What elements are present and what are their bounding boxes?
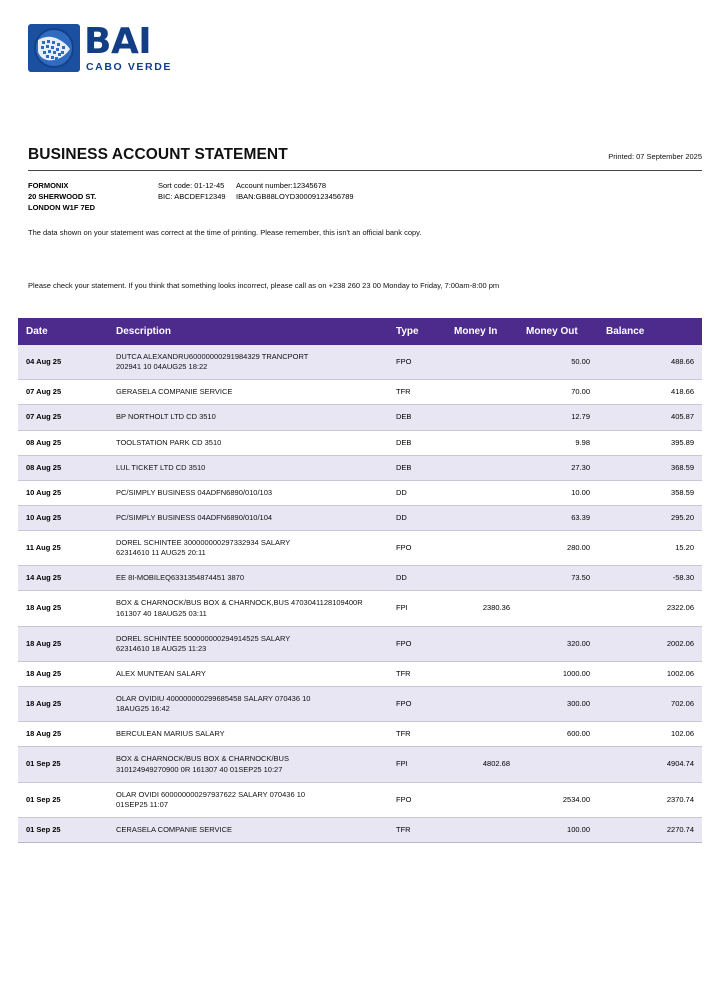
cell-money-in [446,661,518,686]
table-row[interactable] [18,455,702,480]
customer-address-line2: LONDON W1F 7ED [28,202,96,212]
cell-type: TFR [388,817,446,842]
cell-description [108,661,388,686]
cell-date: 07 Aug 25 [18,405,108,430]
cell-money-out [518,747,598,782]
cell-balance: 2322.06 [598,591,702,626]
cell-money-out: 63.39 [518,505,598,530]
description-line-1: OLAR OVIDI 600000000297937622 SALARY 070436 10 [116,789,306,799]
cell-description [108,480,388,505]
cell-money-in [446,782,518,817]
table-row[interactable] [18,782,702,817]
cell-description [108,626,388,661]
cell-money-in [446,566,518,591]
cell-money-out: 100.00 [518,817,598,842]
transactions-table-wrapper [18,318,702,843]
cell-money-out: 10.00 [518,480,598,505]
cell-type: TFR [388,661,446,686]
cell-date: 01 Sep 25 [18,747,108,782]
cell-money-in [446,455,518,480]
cell-balance: 418.66 [598,380,702,405]
printing-notice: The data shown on your statement was correct at the time of printing. Please remember, this isn't an official bank copy. [28,228,422,237]
account-number-value: 12345678 [292,181,327,190]
cell-money-in [446,817,518,842]
bic-label: BIC: [158,191,173,201]
cell-balance: 15.20 [598,531,702,566]
globe-icon [28,24,80,72]
table-row[interactable] [18,480,702,505]
cell-balance: -58.30 [598,566,702,591]
cell-balance: 2002.06 [598,626,702,661]
cell-date: 04 Aug 25 [18,345,108,380]
account-number-label: Account number: [236,181,293,190]
table-row[interactable] [18,345,702,380]
table-row[interactable] [18,566,702,591]
cell-balance: 102.06 [598,722,702,747]
description-line-1: LUL TICKET LTD CD 3510 [116,462,206,472]
column-header-type[interactable]: Type [388,318,446,345]
table-row[interactable] [18,661,702,686]
bic-value: ABCDEF12349 [174,191,226,201]
column-header-description[interactable]: Description [108,318,388,345]
table-body [18,345,702,843]
cell-date: 18 Aug 25 [18,626,108,661]
sort-code-value: 01-12-45 [194,181,225,190]
cell-date: 08 Aug 25 [18,430,108,455]
table-row[interactable] [18,505,702,530]
description-line-1: PC/SIMPLY BUSINESS 04ADFN6890/010/103 [116,487,273,497]
cell-money-in [446,405,518,430]
account-info [28,181,702,214]
title-row [28,146,702,164]
cell-money-out: 280.00 [518,531,598,566]
table-header [18,318,702,345]
description-line-1: EE 8I-MOBILEQ6331354874451 3870 [116,573,245,583]
cell-money-in [446,480,518,505]
cell-description [108,345,388,380]
description-line-1: TOOLSTATION PARK CD 3510 [116,437,222,447]
cell-balance: 368.59 [598,455,702,480]
cell-type: FPO [388,782,446,817]
description-line-2: 202941 10 04AUG25 18:22 [116,362,208,372]
cell-date: 18 Aug 25 [18,591,108,626]
account-row-2 [158,192,354,203]
cell-date: 01 Sep 25 [18,782,108,817]
description-line-1: GERASELA COMPANIE SERVICE [116,387,233,397]
cell-money-out: 27.30 [518,455,598,480]
cell-balance: 1002.06 [598,661,702,686]
cell-description [108,817,388,842]
description-line-1: BOX & CHARNOCK/BUS BOX & CHARNOCK/BUS [116,754,289,764]
cell-balance: 488.66 [598,345,702,380]
cell-type: DEB [388,430,446,455]
cell-date: 08 Aug 25 [18,455,108,480]
table-row[interactable] [18,430,702,455]
cell-money-out: 9.98 [518,430,598,455]
cell-description [108,722,388,747]
customer-name: FORMONIX [28,181,69,190]
cell-money-out: 73.50 [518,566,598,591]
cell-money-in [446,531,518,566]
cell-description [108,455,388,480]
cell-type: FPO [388,531,446,566]
cell-type: DEB [388,455,446,480]
cell-balance: 2370.74 [598,782,702,817]
description-line-1: CERASELA COMPANIE SERVICE [116,824,233,834]
transactions-table [18,318,702,843]
column-header-money-out[interactable]: Money Out [518,318,598,345]
table-row[interactable] [18,405,702,430]
cell-money-out: 70.00 [518,380,598,405]
cell-type: FPO [388,687,446,722]
cell-type: FPI [388,591,446,626]
cell-money-out: 1000.00 [518,661,598,686]
page-title: BUSINESS ACCOUNT STATEMENT [28,146,288,163]
brand-name: BAI [84,21,152,62]
cell-description [108,782,388,817]
cell-date: 10 Aug 25 [18,480,108,505]
description-line-2: 161307 40 18AUG25 03:11 [116,608,207,618]
cell-date: 18 Aug 25 [18,661,108,686]
table-row[interactable] [18,626,702,661]
cell-money-in [446,345,518,380]
cell-balance: 702.06 [598,687,702,722]
cell-money-out: 2534.00 [518,782,598,817]
cell-date: 14 Aug 25 [18,566,108,591]
table-row[interactable] [18,380,702,405]
column-header-money-in[interactable]: Money In [446,318,518,345]
description-line-2: 62314610 18 AUG25 11:23 [116,643,207,653]
column-header-date[interactable]: Date [18,318,108,345]
cell-description [108,531,388,566]
account-details [158,181,354,214]
description-line-1: ALEX MUNTEAN SALARY [116,668,206,678]
cell-money-in [446,626,518,661]
cell-type: DD [388,480,446,505]
description-line-1: BOX & CHARNOCK/BUS BOX & CHARNOCK,BUS 4703041128109400R [116,598,363,608]
cell-date: 10 Aug 25 [18,505,108,530]
customer-address-line1: 20 SHERWOOD ST. [28,191,97,201]
cell-money-in: 4802.68 [446,747,518,782]
cell-description [108,405,388,430]
cell-money-out: 320.00 [518,626,598,661]
description-line-1: BP NORTHOLT LTD CD 3510 [116,412,216,422]
table-row[interactable] [18,817,702,842]
cell-date: 01 Sep 25 [18,817,108,842]
cell-type: FPO [388,345,446,380]
description-line-1: BERCULEAN MARIUS SALARY [116,729,225,739]
cell-money-in [446,722,518,747]
cell-description [108,566,388,591]
cell-type: TFR [388,722,446,747]
table-row[interactable] [18,722,702,747]
cell-date: 18 Aug 25 [18,722,108,747]
column-header-balance[interactable]: Balance [598,318,702,345]
cell-balance: 395.89 [598,430,702,455]
description-line-1: DOREL SCHINTEE 300000000297332934 SALARY [116,538,291,547]
cell-money-in [446,505,518,530]
description-line-2: 62314610 11 AUG25 20:11 [116,548,206,558]
cell-type: DD [388,505,446,530]
cell-balance: 358.59 [598,480,702,505]
printed-date: Printed: 07 September 2025 [608,152,702,161]
cell-money-out: 12.79 [518,405,598,430]
description-line-2: 310124949270900 0R 161307 40 01SEP25 10:27 [116,764,283,774]
cell-type: DEB [388,405,446,430]
cell-money-out: 600.00 [518,722,598,747]
contact-notice: Please check your statement. If you think that something looks incorrect, please call as on +238 260 23 00 Monday to Friday, 7:00am-8:00 pm [28,281,500,290]
cell-description [108,430,388,455]
cell-balance: 4904.74 [598,747,702,782]
description-line-2: 18AUG25 16:42 [116,704,170,714]
brand-tagline: CABO VERDE [86,61,173,73]
cell-money-in [446,687,518,722]
bank-logo [28,21,173,73]
table-row[interactable] [18,591,702,626]
customer-address [28,181,158,214]
sort-code-label: Sort code: [158,181,193,190]
table-row[interactable] [18,531,702,566]
cell-type: FPI [388,747,446,782]
cell-date: 18 Aug 25 [18,687,108,722]
cell-description [108,591,388,626]
cell-money-in [446,430,518,455]
cell-money-out: 50.00 [518,345,598,380]
table-row[interactable] [18,687,702,722]
cell-description [108,687,388,722]
cell-description [108,505,388,530]
description-line-1: OLAR OVIDIU 400000000299685458 SALARY 070436 10 [116,694,311,703]
cell-type: FPO [388,626,446,661]
cell-description [108,747,388,782]
iban-value: GB88LOYD30009123456789 [255,191,354,201]
description-line-1: DUTCA ALEXANDRU60000000291984329 TRANCPORT [116,352,309,361]
cell-money-out: 300.00 [518,687,598,722]
cell-date: 07 Aug 25 [18,380,108,405]
description-line-1: DOREL SCHINTEE 500000000294914525 SALARY [116,633,291,643]
cell-description [108,380,388,405]
table-row[interactable] [18,747,702,782]
cell-date: 11 Aug 25 [18,531,108,566]
table-header-row [18,318,702,345]
cell-money-in: 2380.36 [446,591,518,626]
cell-balance: 405.87 [598,405,702,430]
cell-balance: 2270.74 [598,817,702,842]
account-row-1 [158,181,354,192]
description-line-1: PC/SIMPLY BUSINESS 04ADFN6890/010/104 [116,512,273,522]
cell-balance: 295.20 [598,505,702,530]
cell-money-out [518,591,598,626]
description-line-2: 01SEP25 11:07 [116,799,168,809]
iban-label: IBAN: [236,191,256,201]
cell-type: DD [388,566,446,591]
cell-money-in [446,380,518,405]
title-divider [28,170,702,171]
cell-type: TFR [388,380,446,405]
